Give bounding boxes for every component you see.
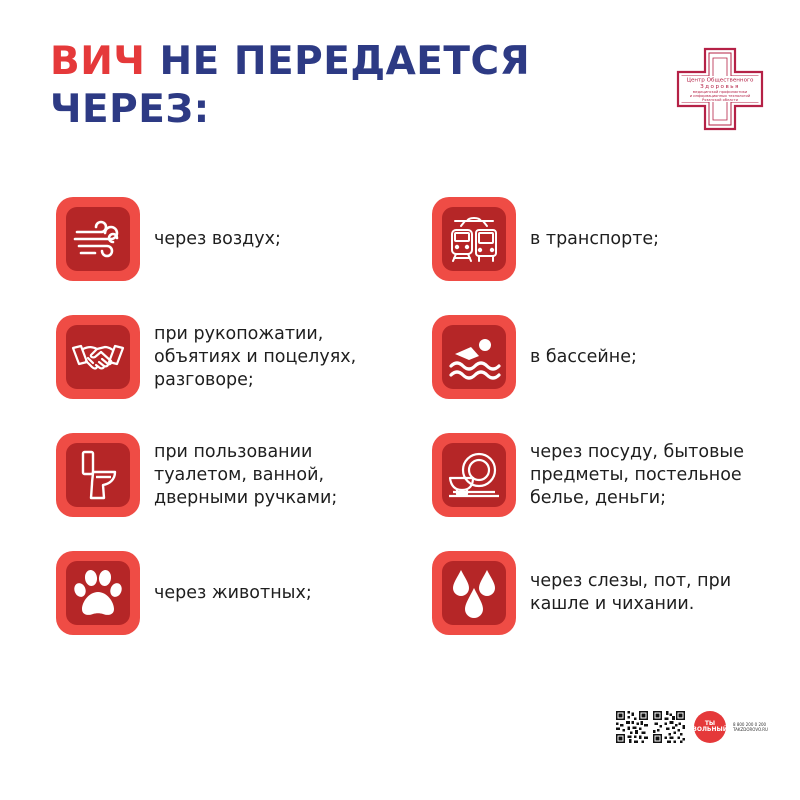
title-line2: ЧЕРЕЗ: — [50, 87, 210, 132]
svg-text:Рязанской области: Рязанской области — [702, 98, 738, 102]
item-label: в транспорте; — [530, 228, 660, 249]
list-item-transport — [432, 197, 659, 281]
brand-badge: ТЫ ВОЛЬНЫЙ — [694, 711, 726, 743]
icon-badge — [56, 551, 140, 635]
svg-text:медицинской профилактики: медицинской профилактики — [692, 90, 748, 94]
paw-icon — [71, 566, 125, 620]
icon-badge — [56, 315, 140, 399]
icon-badge — [432, 551, 516, 635]
transport-icon — [447, 212, 501, 266]
contacts — [733, 722, 768, 732]
title-highlight: ВИЧ — [50, 39, 146, 84]
drops-icon — [447, 566, 501, 620]
item-label: при рукопожатии, объятиях и поцелуях, разговоре; — [154, 323, 357, 390]
svg-text:Здоровья: Здоровья — [700, 84, 740, 90]
item-label: через животных; — [154, 582, 312, 603]
item-label: через воздух; — [154, 228, 281, 249]
website: TAKZDOROVO.RU — [733, 727, 768, 732]
icon-badge — [432, 315, 516, 399]
svg-text:Центр Общественного: Центр Общественного — [686, 77, 754, 84]
item-label: через слезы, пот, при кашле и чихании. — [530, 571, 732, 614]
icon-badge — [432, 433, 516, 517]
qr-code-icon[interactable] — [616, 711, 648, 743]
title-rest: НЕ ПЕРЕДАЕТСЯ — [145, 39, 531, 84]
wind-icon — [71, 212, 125, 266]
handshake-icon — [71, 330, 125, 384]
list-item-pool — [432, 315, 637, 399]
list-item-toilet — [56, 433, 337, 517]
cross-logo-icon — [675, 46, 765, 132]
list-item-animals — [56, 551, 312, 635]
phone: 8 800 200 0 200 — [733, 722, 767, 727]
icon-badge — [432, 197, 516, 281]
list-item-fluids — [432, 551, 731, 635]
footer — [616, 711, 768, 743]
swimmer-icon — [447, 330, 501, 384]
list-item-handshake — [56, 315, 356, 399]
page-title — [50, 38, 530, 134]
logo — [675, 46, 765, 132]
list-item-dishes — [432, 433, 744, 517]
dishes-icon — [447, 448, 501, 502]
list-item-air — [56, 197, 281, 281]
icon-badge — [56, 197, 140, 281]
item-label: в бассейне; — [530, 346, 637, 367]
item-label: через посуду, бытовые предметы, постельное белье, деньги; — [530, 441, 744, 508]
svg-text:и информационных технологий: и информационных технологий — [689, 94, 751, 98]
qr-code-icon[interactable] — [653, 711, 685, 743]
icon-badge — [56, 433, 140, 517]
toilet-icon — [71, 448, 125, 502]
item-label: при пользовании туалетом, ванной, дверными ручками; — [154, 441, 338, 508]
